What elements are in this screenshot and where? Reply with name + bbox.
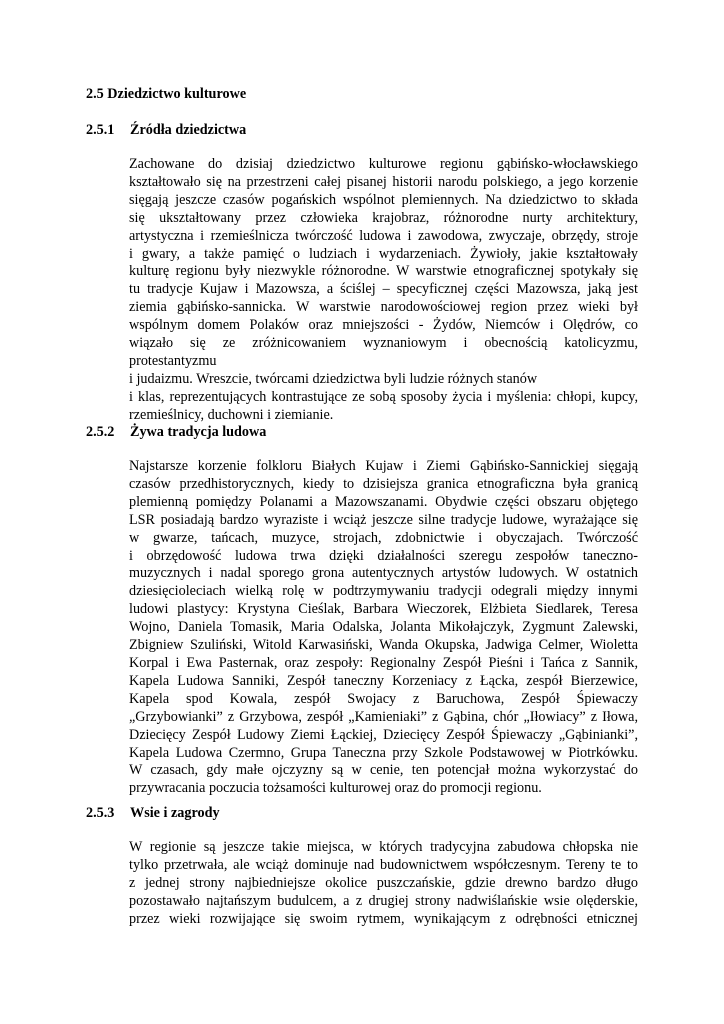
text-line: rzemieślnicy, duchowni i ziemianie. — [129, 406, 334, 423]
subsection-heading-2-5-3 — [86, 805, 220, 823]
text-line: tu tradycje Kujaw i Mazowsza, a ściślej – specyficznej części Mazowsza, jaką jest — [129, 281, 638, 298]
text-line: sięgają jeszcze czasów pogańskich wspólnot plemiennych. Na dziedzictwo to składa — [129, 191, 638, 208]
subsection-title: Wsie i zagrody — [130, 805, 220, 821]
text-line: artystyczna i rzemieślnicza twórczość ludowa i zawodowa, zwyczaje, obrzędy, stroje — [129, 227, 638, 244]
text-line: się ukształtowany przez człowieka krajobraz, różnorodne nurty architektury, — [129, 209, 638, 226]
text-line: ludowi plastycy: Krystyna Cieślak, Barbara Wieczorek, Elżbieta Siedlarek, Teresa — [129, 601, 638, 618]
text-line: dziesięcioleciach wielką rolę w podtrzymywaniu tradycji odegrali między innymi — [129, 583, 638, 600]
text-line: ziemia gąbińsko-sannicka. W warstwie narodowościowej region przez wieki był — [129, 299, 638, 316]
text-line: protestantyzmu — [129, 352, 217, 369]
text-line: Kapela spod Kowala, zespół Swojacy z Baruchowa, Zespół Śpiewaczy — [129, 690, 638, 707]
subsection-number: 2.5.1 — [86, 122, 115, 138]
paragraph-wsie-i-zagrody — [129, 839, 638, 929]
subsection-heading-2-5-2 — [86, 424, 266, 442]
text-line: W regionie są jeszcze takie miejsca, w których tradycyjna zabudowa chłopska nie — [129, 839, 638, 855]
text-line: wiązało się ze zróżnicowaniem wyznaniowym i obecnością katolicyzmu, — [129, 335, 638, 352]
text-line: Zachowane do dzisiaj dziedzictwo kulturowe regionu gąbińsko-włocławskiego — [129, 156, 638, 172]
text-line: LSR posiadają bardzo wyraziste i wciąż jeszcze silne tradycje ludowe, wyrażające się — [129, 511, 638, 528]
text-line: muzycznych i nadal sporego grona autentycznych artystów ludowych. W ostatnich — [129, 565, 638, 582]
subsection-number: 2.5.2 — [86, 424, 115, 440]
text-line: Wojno, Daniela Tomasik, Maria Odalska, Jolanta Mikołajczyk, Zygmunt Zalewski, — [129, 619, 638, 636]
text-line: Korpal i Ewa Pasternak, oraz zespoły: Regionalny Zespół Pieśni i Tańca z Sannik, — [129, 654, 638, 671]
subsection-number: 2.5.3 — [86, 805, 115, 821]
text-line: Kapela Ludowa Czermno, Grupa Taneczna przy Szkole Podstawowej w Piotrkówku. — [129, 744, 638, 761]
text-line: Dziecięcy Zespół Ludowy Ziemi Łąckiej, Dziecięcy Zespół Śpiewaczy „Gąbinianki”, — [129, 726, 638, 743]
subsection-title: Źródła dziedzictwa — [130, 122, 247, 138]
text-line: plemienną pomiędzy Polanami a Mazowszanami. Obydwie części obszaru objętego — [129, 493, 638, 510]
text-line: Kapela Ludowa Sanniki, Zespół taneczny Korzeniacy z Łącka, zespół Bierzewice, — [129, 672, 638, 689]
text-line: z jednej strony najbiedniejsze okolice puszczańskie, gdzie drewno bardzo długo — [129, 874, 638, 891]
subsection-title: Żywa tradycja ludowa — [130, 424, 267, 440]
text-line: przez wieki rozwijające się swoim rytmem, wynikającym z odrębności etnicznej — [129, 910, 638, 927]
text-line: i klas, reprezentujących kontrastujące ze sobą sposoby życia i myślenia: chłopi, kupcy, — [129, 388, 638, 405]
text-line: kulturę regionu były niezwykle różnorodne. W warstwie etnograficznej spotykały się — [129, 263, 638, 280]
text-line: kształtowało się na przestrzeni całej pisanej historii narodu polskiego, a jego korzenie — [129, 173, 638, 190]
text-line: tylko przetrwała, ale wciąż dominuje nad budownictwem współczesnym. Tereny te to — [129, 856, 638, 873]
text-line: i gwary, a także pamięć o ludziach i wydarzeniach. Żywioły, jakie kształtowały — [129, 245, 638, 262]
text-line: i obrzędowość ludowa trwa dzięki działalności szeregu zespołów taneczno- — [129, 547, 638, 564]
text-line: i judaizmu. Wreszcie, twórcami dziedzictwa byli ludzie różnych stanów — [129, 370, 538, 387]
text-line: W czasach, gdy małe ojczyzny są w cenie, ten potencjał można wykorzystać do — [129, 762, 638, 779]
text-line: pozostawało najtańszym budulcem, a z drugiej strony nadwiślańskie wsie olęderskie, — [129, 892, 638, 909]
subsection-heading-2-5-1 — [86, 122, 246, 140]
text-line: Najstarsze korzenie folkloru Białych Kujaw i Ziemi Gąbińsko-Sannickiej sięgają — [129, 458, 638, 474]
text-line: przywracania poczucia tożsamości kulturowej oraz do promocji regionu. — [129, 780, 542, 797]
text-line: czasów przedhistorycznych, kiedy to dzisiejsza granica etnograficzna była granicą — [129, 475, 638, 492]
text-line: Zbigniew Szuliński, Witold Karwasiński, Wanda Okupska, Jadwiga Celmer, Wioletta — [129, 637, 638, 654]
paragraph-zywa-tradycja — [129, 458, 638, 798]
text-line: w gwarze, tańcach, muzyce, strojach, zdobnictwie i obyczajach. Twórczość — [129, 529, 638, 546]
text-line: wspólnym domem Polaków oraz mniejszości - Żydów, Niemców i Olędrów, co — [129, 317, 638, 334]
text-line: „Grzybowianki” z Grzybowa, zespół „Kamieniaki” z Gąbina, chór „Iłowiacy” z Iłowa, — [129, 708, 638, 725]
section-heading: 2.5 Dziedzictwo kulturowe — [86, 86, 247, 102]
paragraph-zrodla-dziedzictwa — [129, 156, 638, 425]
